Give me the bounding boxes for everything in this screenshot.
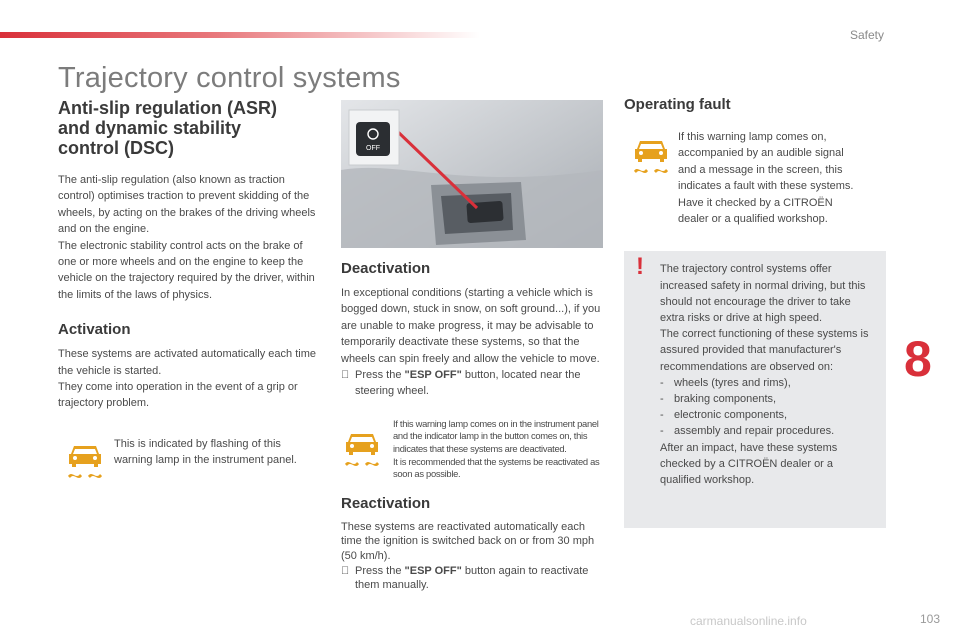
esp-button-photo <box>341 100 603 248</box>
activation-line-2: They come into operation in the event of a grip or trajectory problem. <box>58 381 298 410</box>
middle-column <box>341 100 603 593</box>
asr-heading <box>58 98 320 158</box>
skid-car-icon <box>630 137 672 177</box>
skid-car-icon <box>341 430 383 470</box>
list-item: - assembly and repair procedures. <box>660 425 835 438</box>
note-para: The correct functioning of these systems is assured provided that manufacturer's recommendations are observed on: <box>660 328 869 373</box>
warning-exclamation-icon: ! <box>636 253 644 281</box>
bullet-arrow-icon <box>341 367 355 400</box>
activation-lamp-note: This is indicated by flashing of this warning lamp in the instrument panel. <box>114 437 297 467</box>
fault-lamp-row <box>624 129 886 227</box>
operating-fault-heading: Operating fault <box>624 96 731 113</box>
asr-heading-line-2: and dynamic stability <box>58 118 242 138</box>
note-intro: The trajectory control systems offer increased safety in normal driving, but this should not encourage the driver to take extra risks or drive at high speed. <box>660 263 866 325</box>
list-item: - wheels (tyres and rims), <box>660 376 791 389</box>
deactivation-note-2: It is recommended that the systems be reactivated as soon as possible. <box>393 455 600 480</box>
asr-para-1: The anti-slip regulation (also known as traction control) optimises traction to prevent skidding of the wheels, by acting on the brakes of the driving wheels and on the engine. <box>58 174 316 236</box>
deactivation-heading: Deactivation <box>341 260 431 277</box>
asr-heading-line-1: Anti-slip regulation (ASR) <box>58 98 277 118</box>
asr-description <box>58 172 320 303</box>
activation-text <box>58 346 320 412</box>
note-after: After an impact, have these systems checked by a CITROËN dealer or a qualified workshop. <box>660 441 838 487</box>
esp-off-label: OFF <box>366 145 380 152</box>
bullet-arrow-icon <box>341 564 355 593</box>
dashboard-illustration <box>341 100 603 248</box>
deactivation-lamp-row <box>341 418 603 481</box>
reactivation-text <box>341 520 603 593</box>
page-title: Trajectory control systems <box>58 62 401 94</box>
deactivation-lamp-note <box>393 418 603 481</box>
header-accent-bar <box>0 32 480 38</box>
list-item: - electronic components, <box>660 409 788 422</box>
reactivation-bullet-text: Press the "ESP OFF" button again to reactivate them manually. <box>355 564 589 592</box>
deactivation-bullet <box>341 367 603 400</box>
page-number: 103 <box>919 612 940 626</box>
reactivation-para: These systems are reactivated automatically each time the ignition is switched back on or from 30 mph (50 km/h). <box>341 520 595 562</box>
section-label: Safety <box>849 28 884 42</box>
deactivation-bullet-text: Press the "ESP OFF" button, located near the steering wheel. <box>355 369 581 398</box>
activation-line-1: These systems are activated automatically each time the vehicle is started. <box>58 348 317 377</box>
watermark: carmanualsonline.info <box>690 614 807 628</box>
note-list <box>660 375 872 440</box>
left-column <box>58 98 320 482</box>
list-item: - braking components, <box>660 393 777 406</box>
deactivation-text <box>341 285 603 400</box>
chapter-number: 8 <box>904 331 932 387</box>
skid-car-icon <box>64 442 106 482</box>
deactivation-para: In exceptional conditions (starting a vehicle which is bogged down, stuck in snow, on soft ground...), if you are unable to make progress, it may be advisable to temporarily deactivate these systems, so that the wheels can spin freely and allow the vehicle to move. <box>341 287 601 365</box>
asr-heading-line-3: control (DSC) <box>58 138 174 158</box>
right-column <box>624 96 886 528</box>
fault-lamp-note: If this warning lamp comes on, accompanied by an audible signal and a message in the screen, this indicates a fault with these systems. Have it checked by a CITROËN dealer or a qualified workshop. <box>678 131 854 226</box>
safety-note-box <box>624 251 886 528</box>
reactivation-bullet <box>341 564 603 593</box>
deactivation-note-1: If this warning lamp comes on in the instrument panel and the indicator lamp in the button comes on, this indicates that these systems are deactivated. <box>393 417 599 455</box>
activation-heading: Activation <box>58 321 131 339</box>
reactivation-heading: Reactivation <box>341 494 431 512</box>
asr-para-2: The electronic stability control acts on the brake of one or more wheels and on the engine to keep the vehicle on the trajectory required by the driver, within the limits of the laws of physics. <box>58 239 315 301</box>
activation-lamp-row <box>64 436 320 482</box>
